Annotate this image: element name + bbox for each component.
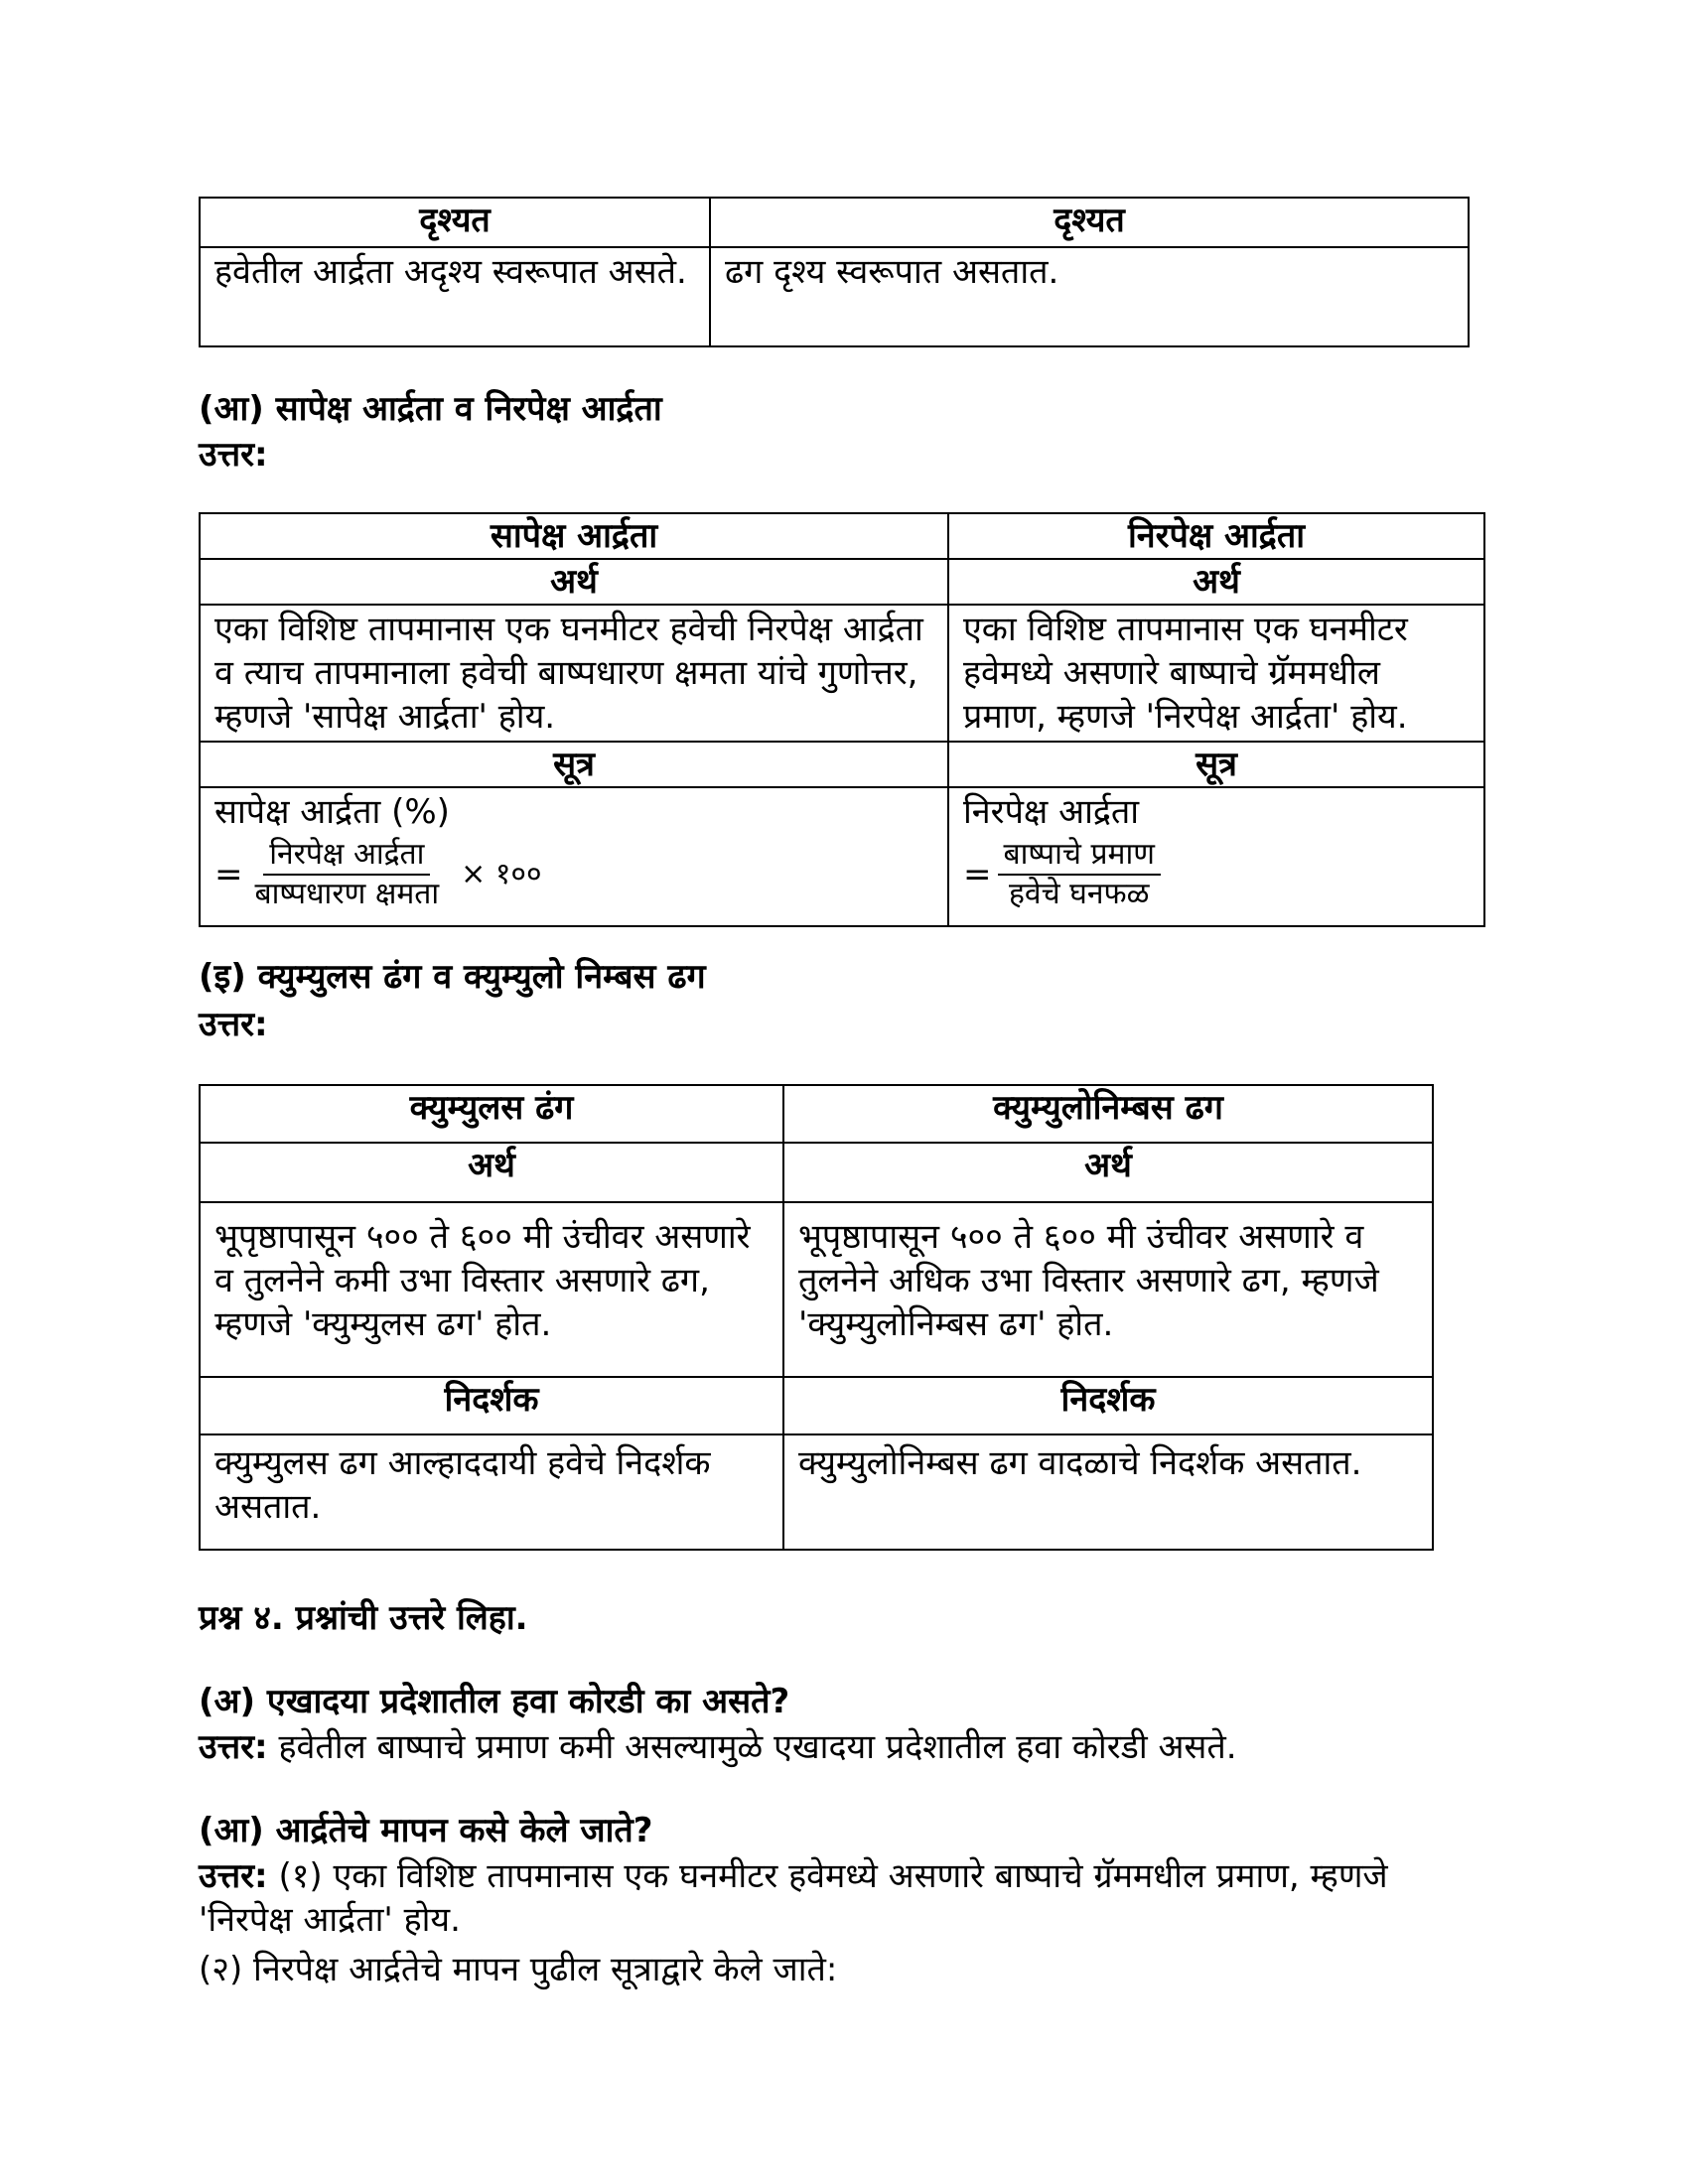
question-heading: (आ) सापेक्ष आर्द्रता व निरपेक्ष आर्द्रता [199, 389, 662, 429]
answer-paragraph [199, 1854, 1489, 1942]
table-header: दृश्यत [710, 198, 1469, 247]
answer-label: उत्तर: [199, 1727, 268, 1767]
comparison-table-humidity [199, 512, 1485, 927]
numerator: निरपेक्ष आर्द्रता [263, 836, 430, 876]
table-header: क्युम्युलस ढंग [200, 1085, 783, 1143]
answer-paragraph: (२) निरपेक्ष आर्द्रतेचे मापन पुढील सूत्राद्वारे केले जाते: [199, 1950, 838, 1989]
formula-cell [948, 787, 1484, 926]
meaning-label: अर्थ [948, 559, 1484, 605]
question-heading: (अ) एखादया प्रदेशातील हवा कोरडी का असते? [199, 1682, 790, 1721]
equals-sign: = [963, 855, 992, 894]
indicator-label: निदर्शक [783, 1377, 1433, 1434]
table-header: सापेक्ष आर्द्रता [200, 513, 948, 559]
meaning-label: अर्थ [200, 559, 948, 605]
formula-cell [200, 787, 948, 926]
meaning-cell: एका विशिष्ट तापमानास एक घनमीटर हवेची निरपेक्ष आर्द्रता व त्याच तापमानाला हवेची बाष्पधारण क्षमता यांचे गुणोत्तर, म्हणजे 'सापेक्ष आर्द्रता' होय. [200, 605, 948, 742]
formula-title: निरपेक्ष आर्द्रता [963, 792, 1140, 832]
section-heading: प्रश्न ४. प्रश्नांची उत्तरे लिहा. [199, 1598, 528, 1638]
table-header: क्युम्युलोनिम्बस ढग [783, 1085, 1433, 1143]
answer-text: (१) एका विशिष्ट तापमानास एक घनमीटर हवेमध्ये असणारे बाष्पाचे ग्रॅममधील प्रमाण, म्हणजे 'निरपेक्ष आर्द्रता' होय. [199, 1856, 1388, 1940]
answer-label: उत्तर: [199, 1005, 268, 1044]
table-cell: ढग दृश्य स्वरूपात असतात. [710, 247, 1469, 346]
formula-label: सूत्र [948, 742, 1484, 787]
table-header: दृश्यत [200, 198, 710, 247]
fraction [249, 836, 446, 913]
table-header: निरपेक्ष आर्द्रता [948, 513, 1484, 559]
question-heading: (इ) क्युम्युलस ढंग व क्युम्युलो निम्बस ढग [199, 957, 706, 997]
comparison-table-visibility [199, 197, 1470, 347]
answer-text: हवेतील बाष्पाचे प्रमाण कमी असल्यामुळे एखादया प्रदेशातील हवा कोरडी असते. [267, 1727, 1237, 1767]
formula [214, 836, 933, 913]
meaning-cell: भूपृष्ठापासून ५०० ते ६०० मी उंचीवर असणारे व तुलनेने कमी उभा विस्तार असणारे ढग, म्हणजे 'क्युम्युलस ढग' होत. [200, 1202, 783, 1377]
comparison-table-clouds [199, 1084, 1434, 1551]
meaning-cell: एका विशिष्ट तापमानास एक घनमीटर हवेमध्ये असणारे बाष्पाचे ग्रॅममधील प्रमाण, म्हणजे 'निरपेक्ष आर्द्रता' होय. [948, 605, 1484, 742]
indicator-label: निदर्शक [200, 1377, 783, 1434]
meaning-cell: भूपृष्ठापासून ५०० ते ६०० मी उंचीवर असणारे व तुलनेने अधिक उभा विस्तार असणारे ढग, म्हणजे 'क्युम्युलोनिम्बस ढग' होत. [783, 1202, 1433, 1377]
meaning-label: अर्थ [783, 1143, 1433, 1202]
indicator-cell: क्युम्युलस ढग आल्हाददायी हवेचे निदर्शक असतात. [200, 1434, 783, 1550]
answer-label: उत्तर: [199, 435, 268, 475]
answer-paragraph [199, 1725, 1489, 1769]
denominator: हवेचे घनफळ [1008, 877, 1150, 911]
answer-label: उत्तर: [199, 1856, 268, 1896]
indicator-cell: क्युम्युलोनिम्बस ढग वादळाचे निदर्शक असतात. [783, 1434, 1433, 1550]
denominator: बाष्पधारण क्षमता [254, 877, 440, 911]
question-heading: (आ) आर्द्रतेचे मापन कसे केले जाते? [199, 1811, 653, 1850]
formula-title: सापेक्ष आर्द्रता (%) [214, 792, 450, 832]
numerator: बाष्पाचे प्रमाण [998, 836, 1161, 876]
table-cell: हवेतील आर्द्रता अदृश्य स्वरूपात असते. [200, 247, 710, 346]
meaning-label: अर्थ [200, 1143, 783, 1202]
fraction [998, 836, 1161, 913]
multiplier: × १०० [461, 857, 542, 891]
formula-label: सूत्र [200, 742, 948, 787]
equals-sign: = [214, 855, 243, 894]
formula [963, 836, 1470, 913]
